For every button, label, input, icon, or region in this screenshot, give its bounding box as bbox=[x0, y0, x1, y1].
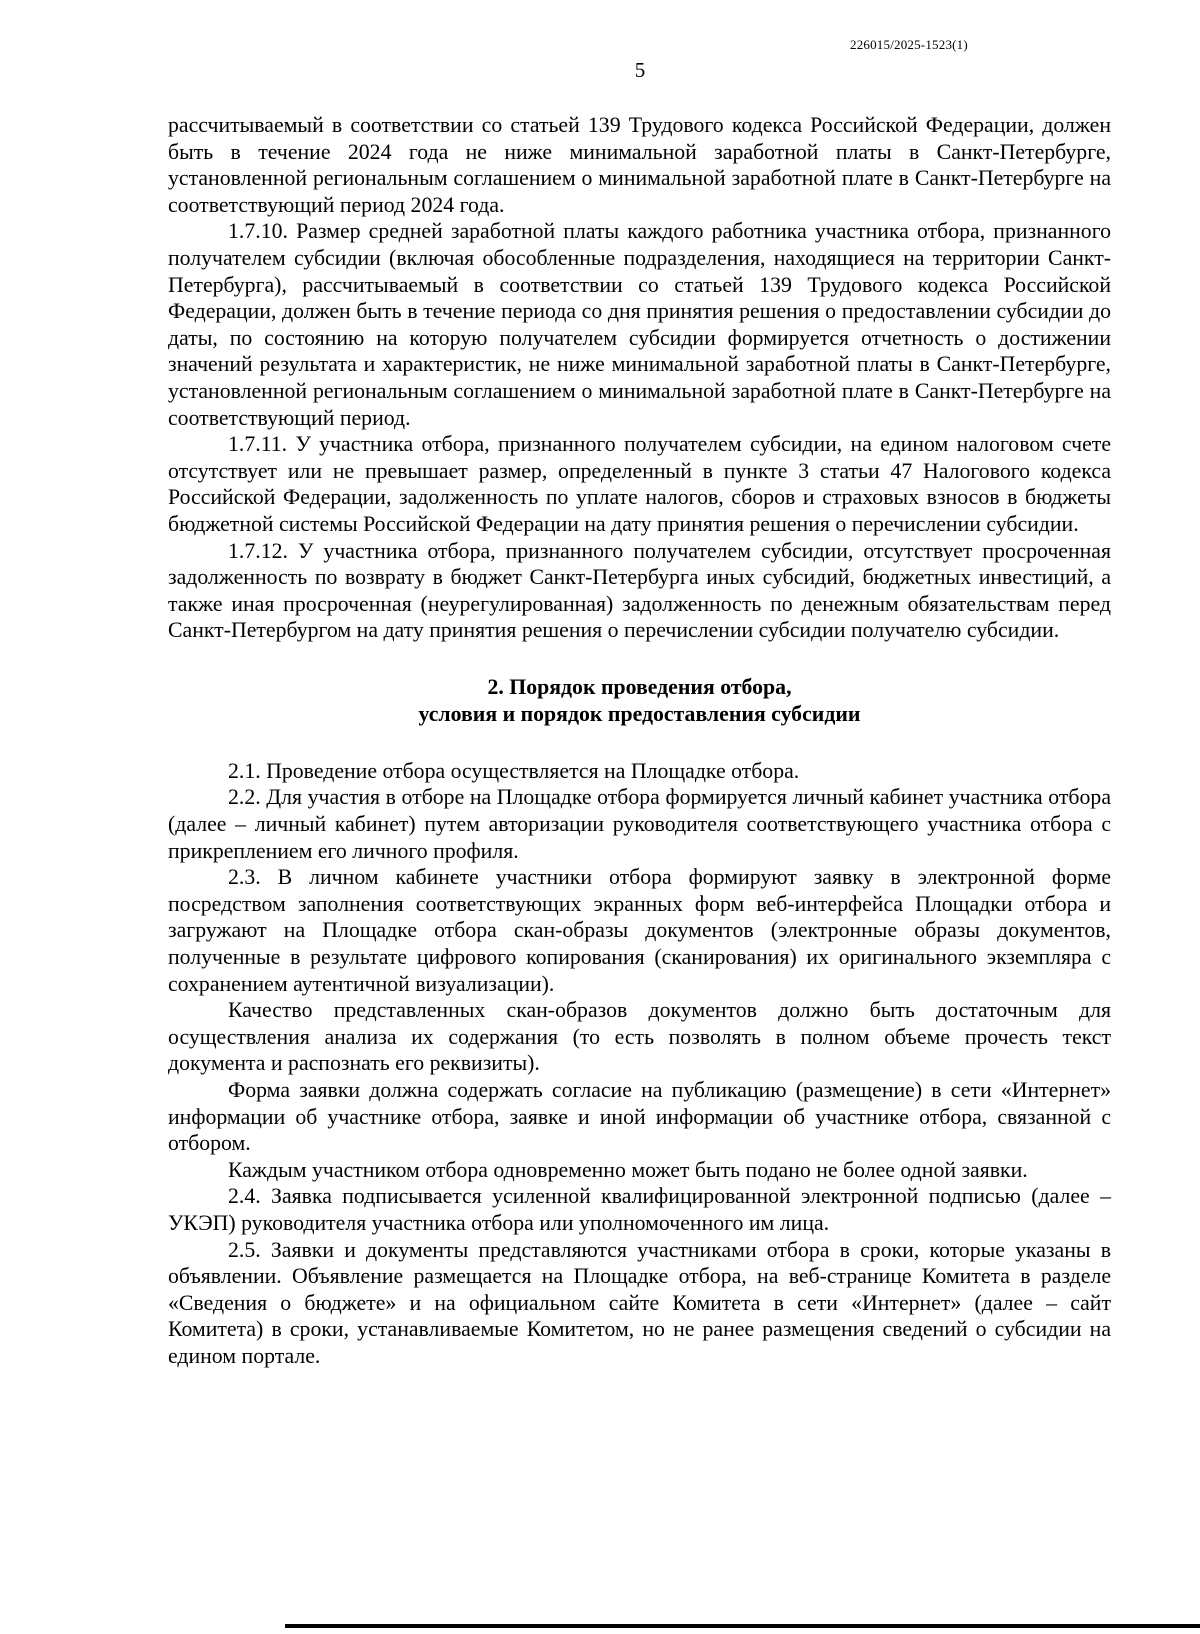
document-body bbox=[168, 112, 1111, 1370]
paragraph: 2.1. Проведение отбора осуществляется на Площадке отбора. bbox=[228, 758, 800, 783]
document-registration-number: 226015/2025-1523(1) bbox=[850, 37, 968, 52]
paragraph: 1.7.10. Размер средней заработной платы каждого работника участника отбора, признанного получателем субсидии (включая обособленные подразделения, находящиеся на территории Санкт-Петербурга), рассчитываемый в соответствии со статьей 139 Трудового кодекса Российской Федерации, должен быть в течение периода со дня принятия решения о предоставлении субсидии до даты, по состоянию на которую получателем субсидии формируется отчетность о достижении значений результата и характеристик, не ниже минимальной заработной платы в Санкт-Петербурге, установленной региональным соглашением о минимальной заработной плате в Санкт-Петербурге на соответствующий период. bbox=[168, 219, 1111, 430]
page-number: 5 bbox=[634, 58, 646, 82]
paragraph: 2.3. В личном кабинете участники отбора формируют заявку в электронной форме посредством заполнения соответствующих экранных форм веб-интерфейса Площадки отбора и загружают на Площадке отбора скан-образы документов (электронные образы документов, полученные в результате цифрового копирования (сканирования) их оригинального экземпляра с сохранением аутентичной визуализации). bbox=[168, 865, 1111, 996]
paragraph: Каждым участником отбора одновременно может быть подано не более одной заявки. bbox=[228, 1157, 1028, 1182]
paragraph: Качество представленных скан-образов документов должно быть достаточным для осуществления анализа их содержания (то есть позволять в полном объеме прочесть текст документа и распознать его реквизиты). bbox=[168, 998, 1111, 1076]
scan-edge-line bbox=[285, 1624, 1200, 1628]
section-heading-line: условия и порядок предоставления субсидии bbox=[418, 701, 861, 726]
paragraph: 1.7.12. У участника отбора, признанного получателем субсидии, отсутствует просроченная задолженность по возврату в бюджет Санкт-Петербурга иных субсидий, бюджетных инвестиций, а также иная просроченная (неурегулированная) задолженность по денежным обязательствам перед Санкт-Петербургом на дату принятия решения о перечислении субсидии получателю субсидии. bbox=[168, 538, 1111, 643]
section-heading bbox=[168, 674, 1111, 728]
paragraph: 2.2. Для участия в отборе на Площадке отбора формируется личный кабинет участника отбора (далее – личный кабинет) путем авторизации руководителя соответствующего участника отбора с прикреплением его личного профиля. bbox=[168, 785, 1111, 863]
paragraph: 2.4. Заявка подписывается усиленной квалифицированной электронной подписью (далее – УКЭП) руководителя участника отбора или уполномоченного им лица. bbox=[168, 1184, 1111, 1235]
paragraph: Форма заявки должна содержать согласие на публикацию (размещение) в сети «Интернет» информации об участнике отбора, заявке и иной информации об участнике отбора, связанной с отбором. bbox=[168, 1078, 1111, 1156]
section-heading-line: 2. Порядок проведения отбора, bbox=[487, 674, 792, 699]
paragraph: рассчитываемый в соответствии со статьей 139 Трудового кодекса Российской Федерации, должен быть в течение 2024 года не ниже минимальной заработной платы в Санкт-Петербурге, установленной региональным соглашением о минимальной заработной плате в Санкт-Петербурге на соответствующий период 2024 года. bbox=[168, 113, 1111, 217]
paragraph: 1.7.11. У участника отбора, признанного получателем субсидии, на едином налоговом счете отсутствует или не превышает размер, определенный в пункте 3 статьи 47 Налогового кодекса Российской Федерации, задолженность по уплате налогов, сборов и страховых взносов в бюджеты бюджетной системы Российской Федерации на дату принятия решения о перечислении субсидии. bbox=[168, 432, 1111, 536]
paragraph: 2.5. Заявки и документы представляются участниками отбора в сроки, которые указаны в объявлении. Объявление размещается на Площадке отбора, на веб-странице Комитета в разделе «Сведения о бюджете» и на официальном сайте Комитета в сети «Интернет» (далее – сайт Комитета) в сроки, устанавливаемые Комитетом, но не ранее размещения сведений о субсидии на едином портале. bbox=[168, 1237, 1111, 1368]
